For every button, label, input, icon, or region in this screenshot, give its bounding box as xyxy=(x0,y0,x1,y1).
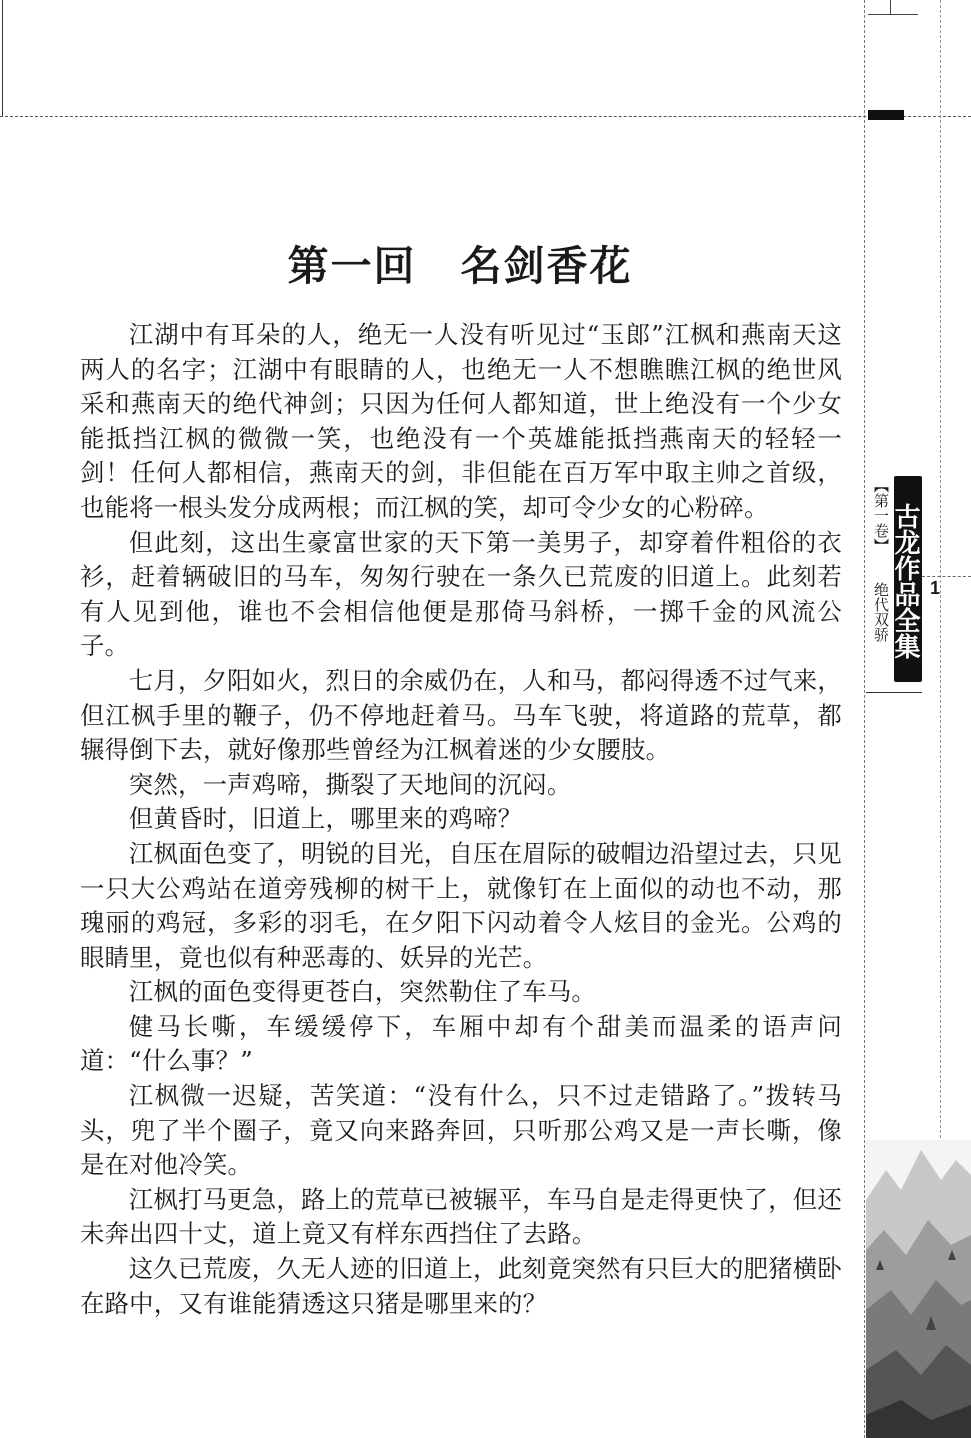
trim-line-top xyxy=(0,116,971,117)
paragraph: 江枫的面色变得更苍白，突然勒住了车马。 xyxy=(128,977,597,1007)
landscape-illustration xyxy=(866,1140,971,1438)
paragraph: 江湖中有耳朵的人，绝无一人没有听见过“玉郎”江枫和燕南天这两人的名字；江湖中有眼睛的人，也绝无一人不想瞧瞧江枫的绝世风采和燕南天的绝代神剑；只因为任何人都知道，世上绝没有一个少女能抵挡江枫的微微一笑，也绝没有一个英雄能抵挡燕南天的轻轻一剑！任何人都相信，燕南天的剑，非但能在百万军中取主帅之首级，也能将一根头发分成两根；而江枫的笑，却可令少女的心粉碎。 xyxy=(80,320,842,522)
chapter-title xyxy=(0,233,920,292)
paragraph: 这久已荒废，久无人迹的旧道上，此刻竟突然有只巨大的肥猪横卧在路中，又有谁能猜透这只猪是哪里来的？ xyxy=(80,1254,842,1318)
volume-label: 【第一卷】 xyxy=(872,478,890,553)
page-number-rule xyxy=(922,576,971,577)
side-tab xyxy=(866,472,922,690)
paragraph: 健马长嘶，车缓缓停下，车厢中却有个甜美而温柔的语声问道：“什么事？” xyxy=(80,1011,842,1076)
trim-line-right xyxy=(864,0,865,1438)
chapter-number: 第一回 xyxy=(287,242,417,291)
chapter-name: 名剑香花 xyxy=(460,242,633,291)
paragraph: 突然，一声鸡啼，撕裂了天地间的沉闷。 xyxy=(128,769,572,799)
paragraph: 但黄昏时，旧道上，哪里来的鸡啼？ xyxy=(128,804,523,834)
paragraph: 七月，夕阳如火，烈日的余威仍在，人和马，都闷得透不过气来，但江枫手里的鞭子，仍不停地赶着马。马车飞驶，将道路的荒草，都辗得倒下去，就好像那些曾经为江枫着迷的少女腰肢。 xyxy=(80,665,842,765)
chapter-body xyxy=(80,318,842,1321)
trim-line-left xyxy=(2,0,3,116)
crop-ticks xyxy=(868,0,918,15)
paragraph: 但此刻，这出生豪富世家的天下第一美男子，却穿着件粗俗的衣衫，赶着辆破旧的马车，匆匆行驶在一条久已荒废的旧道上。此刻若有人见到他，谁也不会相信他便是那倚马斜桥，一掷千金的风流公子。 xyxy=(80,527,842,661)
paragraph: 江枫打马更急，路上的荒草已被辗平，车马自是走得更快了，但还未奔出四十丈，道上竟又有样东西挡住了去路。 xyxy=(80,1184,842,1249)
side-tab-rule xyxy=(866,692,922,693)
page-number: 1 xyxy=(930,578,941,598)
paragraph: 江枫微一迟疑，苦笑道：“没有什么，只不过走错路了。”拨转马头，兜了半个圈子，竟又向来路奔回，只听那公鸡又是一声长嘶，像是在对他冷笑。 xyxy=(80,1081,842,1180)
series-title: 古龙作品全集 xyxy=(894,476,922,682)
paragraph: 江枫面色变了，明锐的目光，自压在眉际的破帽边沿望过去，只见一只大公鸡站在道旁残柳的树干上，就像钉在上面似的动也不动，那瑰丽的鸡冠，多彩的羽毛，在夕阳下闪动着令人炫目的金光。公鸡的眼睛里，竟也似有种恶毒的、妖异的光芒。 xyxy=(80,838,842,972)
book-title: 绝代双骄 xyxy=(872,582,890,642)
crop-mark xyxy=(868,110,904,120)
